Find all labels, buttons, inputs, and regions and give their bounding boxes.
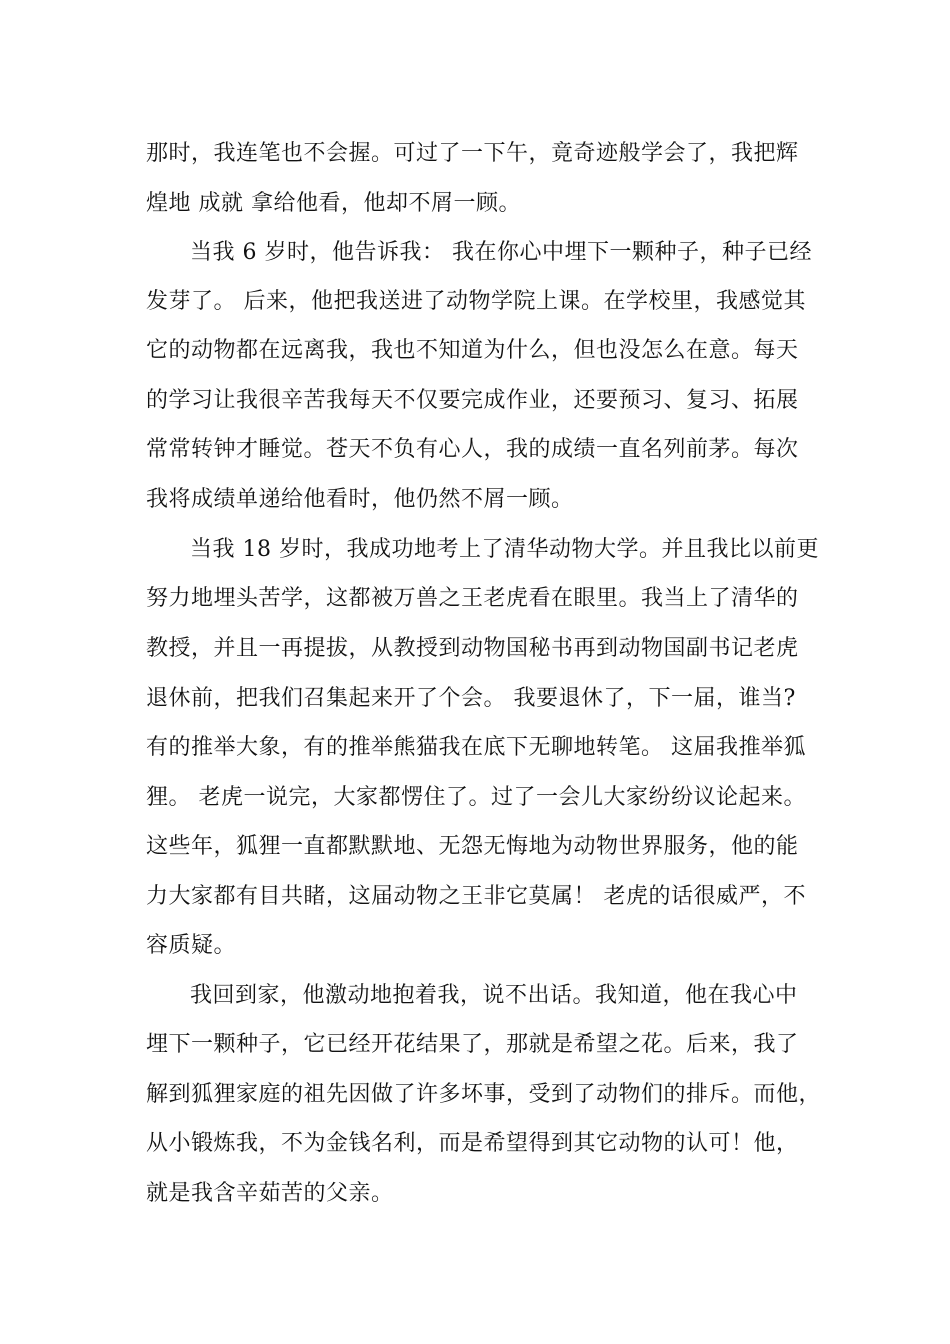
text-line: 埋下一颗种子，它已经开花结果了，那就是希望之花。后来，我了 [146,1032,799,1057]
text-line: 教授，并且一再提拔，从教授到动物国秘书再到动物国副书记老虎 [146,636,799,661]
text-line: 就是我含辛茹苦的父亲。 [146,1181,394,1206]
text-line: 我将成绩单递给他看时，他仍然不屑一顾。 [146,487,574,512]
paragraph-first-line: 当我 18 岁时，我成功地考上了清华动物大学。并且我比以前更 [190,537,819,562]
text-line: 容质疑。 [146,933,237,958]
text-line: 努力地埋头苦学，这都被万兽之王老虎看在眼里。我当上了清华的 [146,586,799,611]
text-line: 煌地 成就 拿给他看，他却不屑一顾。 [146,191,521,216]
text-line: 它的动物都在远离我，我也不知道为什么，但也没怎么在意。每天 [146,338,799,363]
paragraph-first-line: 我回到家，他激动地抱着我，说不出话。我知道，他在我心中 [190,983,798,1008]
text-line: 发芽了。 后来，他把我送进了动物学院上课。在学校里，我感觉其 [146,289,806,314]
text-line: 这些年，狐狸一直都默默地、无怨无悔地为动物世界服务，他的能 [146,834,799,859]
text-line: 解到狐狸家庭的祖先因做了许多坏事，受到了动物们的排斥。而他， [146,1082,822,1107]
text-line: 退休前，把我们召集起来开了个会。 我要退休了，下一届，谁当? [146,686,796,711]
paragraph-first-line: 当我 6 岁时，他告诉我： 我在你心中埋下一颗种子，种子已经 [190,240,812,265]
text-line: 有的推举大象，有的推举熊猫我在底下无聊地转笔。 这届我推举狐 [146,735,806,760]
text-line: 力大家都有目共睹，这届动物之王非它莫属！ 老虎的话很威严，不 [146,884,806,909]
text-line: 从小锻炼我，不为金钱名利，而是希望得到其它动物的认可！他， [146,1131,799,1156]
text-line: 常常转钟才睡觉。苍天不负有心人，我的成绩一直名列前茅。每次 [146,437,799,462]
text-line: 那时，我连笔也不会握。可过了一下午，竟奇迹般学会了，我把辉 [146,141,799,166]
text-line: 的学习让我很辛苦我每天不仅要完成作业，还要预习、复习、拓展 [146,388,799,413]
text-line: 狸。 老虎一说完，大家都愣住了。过了一会儿大家纷纷议论起来。 [146,785,806,810]
